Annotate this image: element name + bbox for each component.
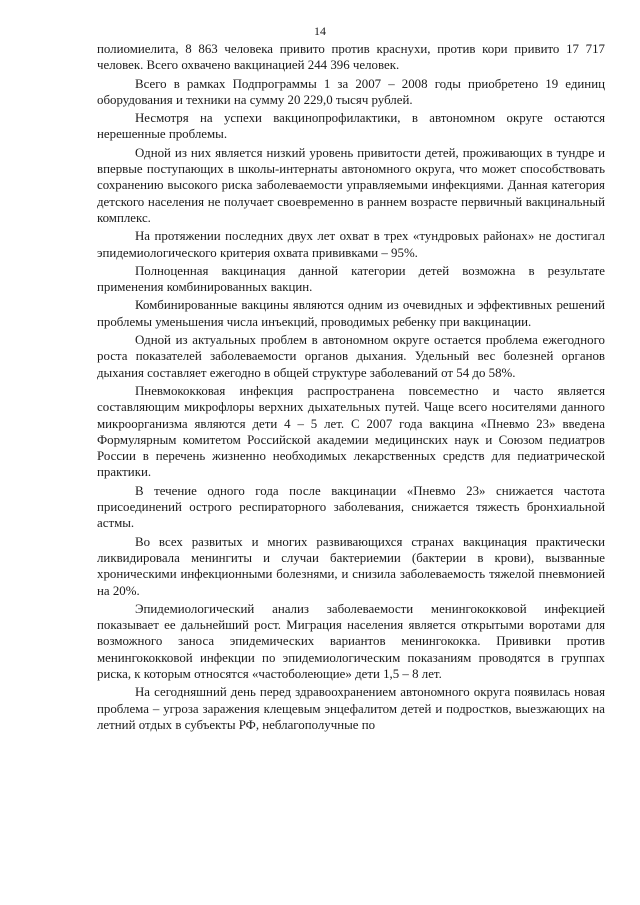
page-number: 14 [314, 24, 326, 38]
paragraph: Комбинированные вакцины являются одним из очевидных и эффективных решений проблемы уменьшения числа инъекций, проводимых ребенку при вакцинации. [97, 298, 605, 329]
paragraph: Полноценная вакцинация данной категории детей возможна в результате применения комбинированных вакцин. [97, 263, 605, 295]
paragraph: На сегодняшний день перед здравоохранением автономного округа появилась новая проблема – угроза заражения клещевым энцефалитом детей и подростков, выезжающих на летний отдых в субъекты РФ, неблагополучные по [97, 685, 605, 732]
body-text [97, 41, 605, 733]
paragraph: Эпидемиологический анализ заболеваемости менингококковой инфекцией показывает ее дальнейший рост. Миграция населения является открытыми воротами для возможного заноса эпидемических вариантов менингококка. Прививки против менингококковой инфекции по эпидемиологическим показаниям проводятся в группах риска, к которым относятся «частоболеющие» дети 1,5 – 8 лет. [97, 601, 605, 681]
paragraph: Несмотря на успехи вакцинопрофилактики, в автономном округе остаются нерешенные проблемы. [97, 111, 605, 142]
paragraph: В течение одного года после вакцинации «Пневмо 23» снижается частота присоединений острого респираторного заболевания, снижается тяжесть бронхиальной астмы. [97, 483, 605, 531]
paragraph: Во всех развитых и многих развивающихся странах вакцинация практически ликвидировала менингиты и случаи бактериемии (бактерии в крови), вызванные хроническими инфекционными болезнями, и снизила заболеваемость тяжелой пневмонией на 20%. [97, 534, 605, 598]
paragraph: Пневмококковая инфекция распространена повсеместно и часто является составляющим микрофлоры верхних дыхательных путей. Чаще всего носителями данного микроорганизма являются дети 4 – 5 лет. С 2007 года вакцина «Пневмо 23» введена Формулярным комитетом Российской академии медицинских наук и Союзом педиатров России в перечень жизненно необходимых лекарственных средств для педиатрической практики. [97, 383, 605, 480]
paragraph: Всего в рамках Подпрограммы 1 за 2007 – 2008 годы приобретено 19 единиц оборудования и техники на сумму 20 229,0 тысяч рублей. [97, 76, 605, 107]
paragraph: полиомиелита, 8 863 человека привито против краснухи, против кори привито 17 717 человек. Всего охвачено вакцинацией 244 396 человек. [97, 42, 605, 73]
paragraph: Одной из них является низкий уровень привитости детей, проживающих в тундре и впервые поступающих в школы-интернаты автономного округа, что может способствовать сохранению высокого риска заболеваемости управляемыми инфекциями. Данная категория детского населения не получает своевременно в раннем возрасте первичный вакцинальный комплекс. [97, 145, 605, 225]
paragraph: Одной из актуальных проблем в автономном округе остается проблема ежегодного роста показателей заболеваемости органов дыхания. Удельный вес болезней органов дыхания составляет ежегодно в общей структуре заболеваний от 54 до 58%. [97, 333, 605, 380]
paragraph: На протяжении последних двух лет охват в трех «тундровых районах» не достигал эпидемиологического критерия охвата прививками – 95%. [97, 229, 605, 260]
